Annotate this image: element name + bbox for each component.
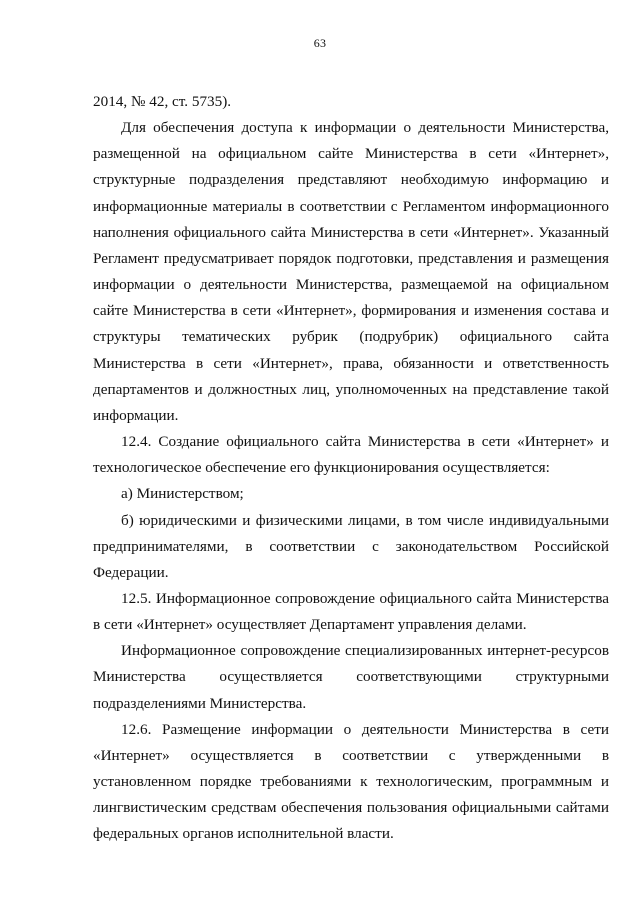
paragraph-12-4-a: а) Министерством; xyxy=(121,485,244,503)
paragraph-specialized-resources: Информационное сопровождение специализированных интернет-ресурсов Министерства осуществляется соответствующими структурными подразделениями Министерства. xyxy=(93,642,609,712)
paragraph-website-access: Для обеспечения доступа к информации о деятельности Министерства, размещенной на официальном сайте Министерства в сети «Интернет», структурные подразделения представляют необходимую информацию и информационные материалы в соответствии с Регламентом информационного наполнения официального сайта Министерства в сети «Интернет». Указанный Регламент предусматривает порядок подготовки, представления и размещения информации о деятельности Министерства, размещаемой на официальном сайте Министерства в сети «Интернет», формирования и изменения состава и структуры тематических рубрик (подрубрик) официального сайта Министерства в сети «Интернет», права, обязанности и ответственность департаментов и должностных лиц, уполномоченных на представление такой информации. xyxy=(93,119,609,424)
paragraph-12-4: 12.4. Создание официального сайта Министерства в сети «Интернет» и технологическое обеспечение его функционирования осуществляется: xyxy=(93,433,609,477)
body-text xyxy=(93,89,609,848)
paragraph-12-4-b: б) юридическими и физическими лицами, в том числе индивидуальными предпринимателями, в соответствии с законодательством Российской Федерации. xyxy=(93,511,609,581)
paragraph-continuation: 2014, № 42, ст. 5735). xyxy=(93,93,232,110)
paragraph-12-5: 12.5. Информационное сопровождение официального сайта Министерства в сети «Интернет» осуществляет Департамент управления делами. xyxy=(93,589,609,634)
paragraph-12-6: 12.6. Размещение информации о деятельности Министерства в сети «Интернет» осуществляется в соответствии с утвержденными в установленном порядке требованиями к технологическим, программным и лингвистическим средствам обеспечения пользования официальными сайтами федеральных органов исполнительной власти. xyxy=(93,720,609,843)
page-number: 63 xyxy=(313,36,327,50)
